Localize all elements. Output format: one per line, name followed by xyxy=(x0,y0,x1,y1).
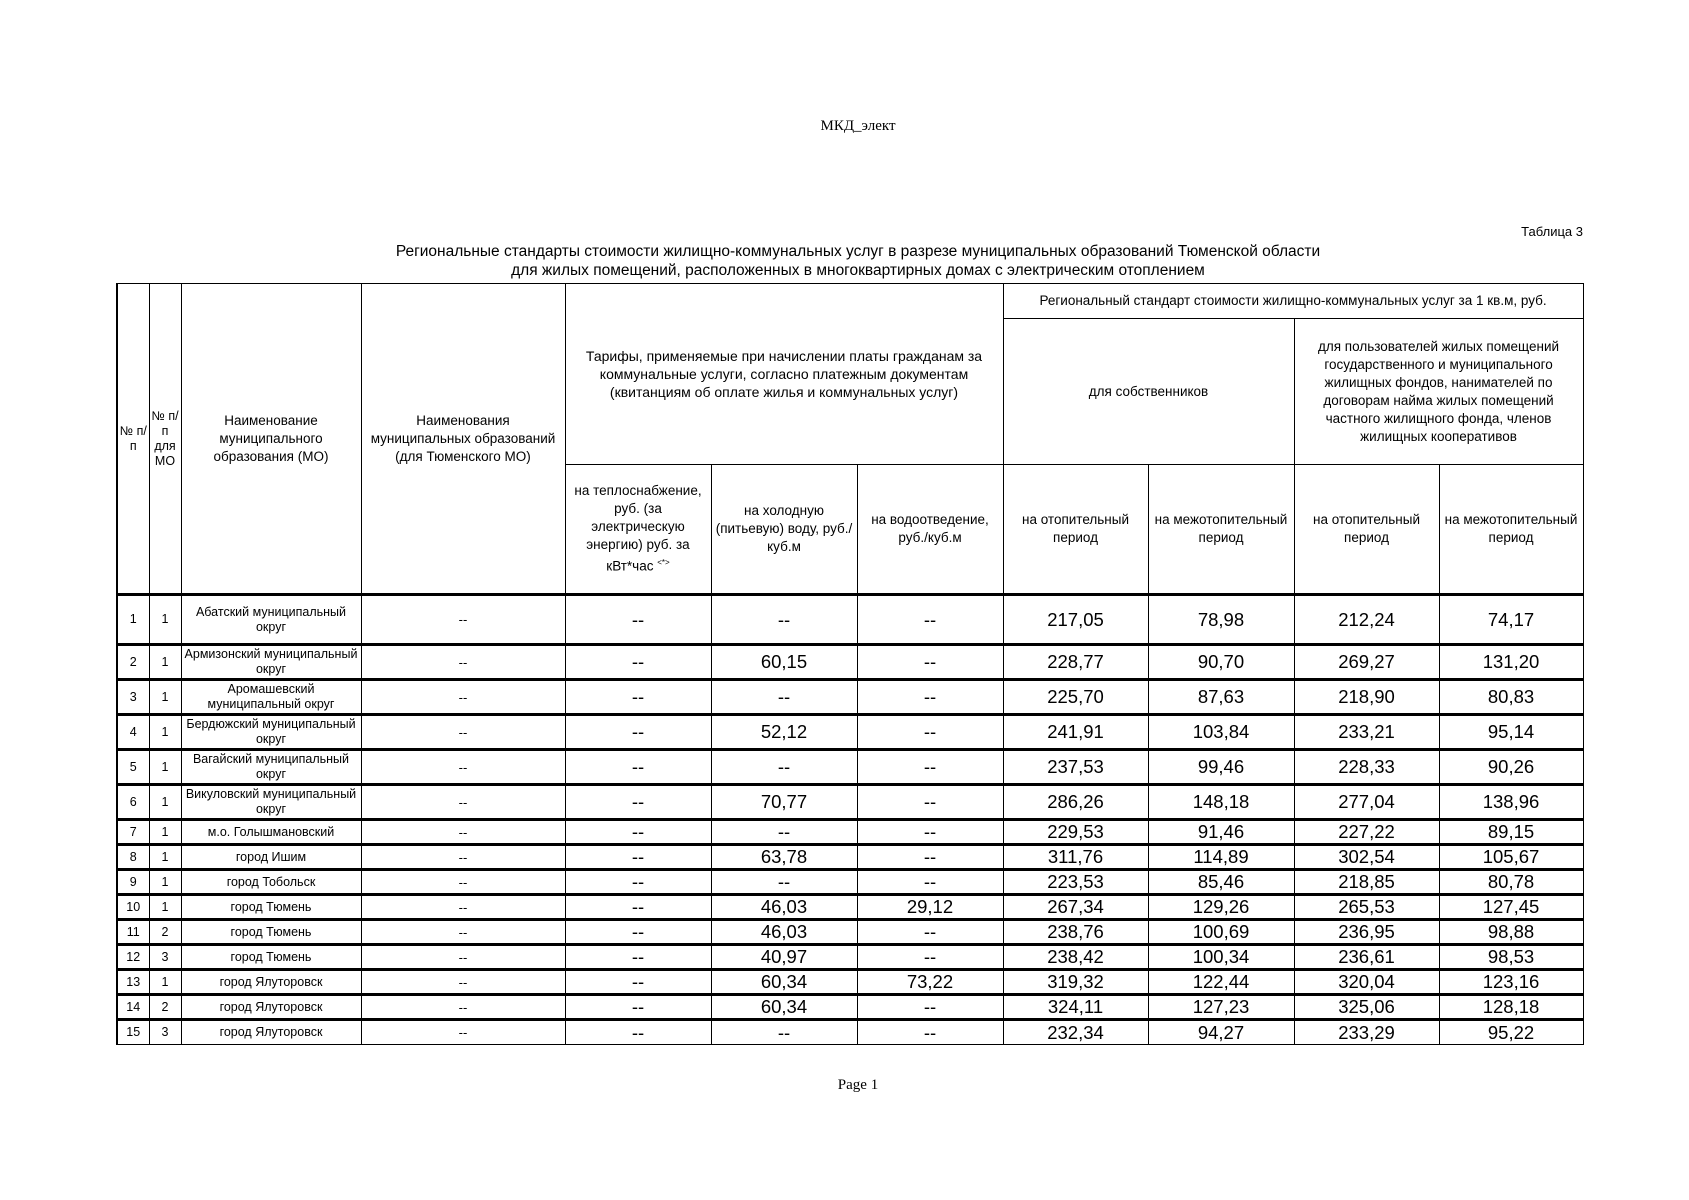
row-number-mo: 3 xyxy=(149,945,181,970)
row-cold-water-tariff: 46,03 xyxy=(711,895,857,920)
row-mo-name: город Тюмень xyxy=(181,895,361,920)
row-mo-name: город Тюмень xyxy=(181,920,361,945)
row-owners-heating: 241,91 xyxy=(1003,715,1148,750)
row-owners-non-heating: 129,26 xyxy=(1148,895,1294,920)
row-number: 2 xyxy=(117,645,149,680)
row-cold-water-tariff: 63,78 xyxy=(711,845,857,870)
table-row xyxy=(117,845,1583,870)
row-tenants-non-heating: 89,15 xyxy=(1439,820,1583,845)
row-owners-heating: 238,42 xyxy=(1003,945,1148,970)
row-drainage-tariff: -- xyxy=(857,1020,1003,1045)
row-number: 8 xyxy=(117,845,149,870)
col-tariffs-group: Тарифы, применяемые при начислении платы гражданам за коммунальные услуги, согласно платежным документам (квитанциям об оплате жилья и коммунальных услуг) xyxy=(565,284,1003,465)
row-drainage-tariff: -- xyxy=(857,870,1003,895)
row-owners-non-heating: 100,69 xyxy=(1148,920,1294,945)
page-number: Page 1 xyxy=(837,1077,879,1093)
row-tenants-heating: 233,29 xyxy=(1294,1020,1439,1045)
row-number-mo: 1 xyxy=(149,595,181,645)
col-drainage: на водоотведение, руб./куб.м xyxy=(857,465,1003,595)
table-row xyxy=(117,895,1583,920)
row-mo-subname: -- xyxy=(361,645,565,680)
row-mo-name: Армизонский муниципальный округ xyxy=(181,645,361,680)
row-mo-name: город Ишим xyxy=(181,845,361,870)
row-tenants-non-heating: 138,96 xyxy=(1439,785,1583,820)
row-heat-tariff: -- xyxy=(565,970,711,995)
row-drainage-tariff: -- xyxy=(857,995,1003,1020)
table-row xyxy=(117,870,1583,895)
row-heat-tariff: -- xyxy=(565,945,711,970)
table-number-label: Таблица 3 xyxy=(1521,224,1583,239)
row-mo-subname: -- xyxy=(361,785,565,820)
row-drainage-tariff: -- xyxy=(857,785,1003,820)
col-cold-water: на холодную (питьевую) воду, руб./куб.м xyxy=(711,465,857,595)
row-number: 5 xyxy=(117,750,149,785)
row-drainage-tariff: 73,22 xyxy=(857,970,1003,995)
footnote-mark: <*> xyxy=(657,558,670,568)
table-row xyxy=(117,970,1583,995)
table-row xyxy=(117,785,1583,820)
row-mo-name: Викуловский муниципальный округ xyxy=(181,785,361,820)
table-row xyxy=(117,680,1583,715)
row-tenants-non-heating: 123,16 xyxy=(1439,970,1583,995)
row-mo-subname: -- xyxy=(361,970,565,995)
row-cold-water-tariff: 52,12 xyxy=(711,715,857,750)
col-standard-group: Региональный стандарт стоимости жилищно-коммунальных услуг за 1 кв.м, руб. xyxy=(1003,284,1583,319)
row-number-mo: 1 xyxy=(149,715,181,750)
row-mo-name: м.о. Голышмановский xyxy=(181,820,361,845)
row-mo-subname: -- xyxy=(361,920,565,945)
document-title-line-2: для жилых помещений, расположенных в многоквартирных домах с электрическим отоплением xyxy=(511,262,1205,279)
row-drainage-tariff: 29,12 xyxy=(857,895,1003,920)
table-header xyxy=(117,284,1583,595)
row-tenants-heating: 265,53 xyxy=(1294,895,1439,920)
row-number: 14 xyxy=(117,995,149,1020)
row-tenants-non-heating: 128,18 xyxy=(1439,995,1583,1020)
row-tenants-heating: 277,04 xyxy=(1294,785,1439,820)
row-heat-tariff: -- xyxy=(565,870,711,895)
row-tenants-non-heating: 98,88 xyxy=(1439,920,1583,945)
row-owners-non-heating: 114,89 xyxy=(1148,845,1294,870)
col-owners-heating: на отопительный период xyxy=(1003,465,1148,595)
row-mo-subname: -- xyxy=(361,820,565,845)
row-tenants-heating: 320,04 xyxy=(1294,970,1439,995)
row-cold-water-tariff: 40,97 xyxy=(711,945,857,970)
row-owners-heating: 228,77 xyxy=(1003,645,1148,680)
row-owners-heating: 319,32 xyxy=(1003,970,1148,995)
row-owners-heating: 286,26 xyxy=(1003,785,1148,820)
document-title xyxy=(0,242,1689,280)
row-mo-name: Абатский муниципальный округ xyxy=(181,595,361,645)
row-owners-non-heating: 87,63 xyxy=(1148,680,1294,715)
file-name-header: МКД_элект xyxy=(820,118,896,134)
row-owners-non-heating: 122,44 xyxy=(1148,970,1294,995)
row-number-mo: 1 xyxy=(149,895,181,920)
row-drainage-tariff: -- xyxy=(857,845,1003,870)
row-tenants-heating: 228,33 xyxy=(1294,750,1439,785)
row-mo-subname: -- xyxy=(361,750,565,785)
row-number-mo: 2 xyxy=(149,995,181,1020)
row-drainage-tariff: -- xyxy=(857,680,1003,715)
table-row xyxy=(117,715,1583,750)
row-tenants-heating: 233,21 xyxy=(1294,715,1439,750)
row-drainage-tariff: -- xyxy=(857,820,1003,845)
row-owners-non-heating: 100,34 xyxy=(1148,945,1294,970)
col-tenants-group: для пользователей жилых помещений государственного и муниципального жилищных фондов, нанимателей по договорам найма жилых помещений частного жилищного фонда, членов жилищных кооперативов xyxy=(1294,319,1583,465)
row-owners-non-heating: 90,70 xyxy=(1148,645,1294,680)
row-number-mo: 1 xyxy=(149,680,181,715)
table-row xyxy=(117,595,1583,645)
row-owners-heating: 311,76 xyxy=(1003,845,1148,870)
row-mo-subname: -- xyxy=(361,1020,565,1045)
row-heat-tariff: -- xyxy=(565,820,711,845)
table-row xyxy=(117,995,1583,1020)
row-drainage-tariff: -- xyxy=(857,715,1003,750)
row-number: 10 xyxy=(117,895,149,920)
row-number: 9 xyxy=(117,870,149,895)
row-cold-water-tariff: -- xyxy=(711,595,857,645)
row-drainage-tariff: -- xyxy=(857,945,1003,970)
col-num-mo: № п/п для МО xyxy=(149,284,181,595)
row-owners-heating: 238,76 xyxy=(1003,920,1148,945)
row-heat-tariff: -- xyxy=(565,785,711,820)
row-cold-water-tariff: -- xyxy=(711,1020,857,1045)
row-tenants-non-heating: 95,22 xyxy=(1439,1020,1583,1045)
row-tenants-heating: 269,27 xyxy=(1294,645,1439,680)
col-mo-names-tyumen: Наименования муниципальных образований (для Тюменского МО) xyxy=(361,284,565,595)
row-drainage-tariff: -- xyxy=(857,645,1003,680)
row-mo-subname: -- xyxy=(361,945,565,970)
row-number-mo: 1 xyxy=(149,845,181,870)
row-owners-heating: 229,53 xyxy=(1003,820,1148,845)
row-tenants-heating: 227,22 xyxy=(1294,820,1439,845)
row-number-mo: 1 xyxy=(149,820,181,845)
row-heat-tariff: -- xyxy=(565,595,711,645)
row-number-mo: 2 xyxy=(149,920,181,945)
table-row xyxy=(117,820,1583,845)
row-tenants-non-heating: 74,17 xyxy=(1439,595,1583,645)
row-number-mo: 1 xyxy=(149,645,181,680)
col-owners-non-heating: на межотопительный период xyxy=(1148,465,1294,595)
row-tenants-heating: 236,95 xyxy=(1294,920,1439,945)
row-mo-name: Бердюжский муниципальный округ xyxy=(181,715,361,750)
row-number: 12 xyxy=(117,945,149,970)
row-owners-heating: 223,53 xyxy=(1003,870,1148,895)
row-cold-water-tariff: 46,03 xyxy=(711,920,857,945)
col-owners-group: для собственников xyxy=(1003,319,1294,465)
table-row xyxy=(117,920,1583,945)
row-owners-non-heating: 148,18 xyxy=(1148,785,1294,820)
row-mo-subname: -- xyxy=(361,595,565,645)
row-tenants-heating: 236,61 xyxy=(1294,945,1439,970)
row-number: 3 xyxy=(117,680,149,715)
col-num: № п/п xyxy=(117,284,149,595)
row-number-mo: 1 xyxy=(149,750,181,785)
row-cold-water-tariff: 70,77 xyxy=(711,785,857,820)
row-heat-tariff: -- xyxy=(565,995,711,1020)
row-number: 7 xyxy=(117,820,149,845)
row-drainage-tariff: -- xyxy=(857,750,1003,785)
row-mo-subname: -- xyxy=(361,845,565,870)
row-tenants-non-heating: 90,26 xyxy=(1439,750,1583,785)
row-drainage-tariff: -- xyxy=(857,595,1003,645)
row-number: 11 xyxy=(117,920,149,945)
row-cold-water-tariff: -- xyxy=(711,680,857,715)
row-number: 4 xyxy=(117,715,149,750)
table-row xyxy=(117,1020,1583,1045)
row-mo-name: Аромашевский муниципальный округ xyxy=(181,680,361,715)
row-heat-tariff: -- xyxy=(565,895,711,920)
col-tenants-non-heating: на межотопительный период xyxy=(1439,465,1583,595)
row-mo-subname: -- xyxy=(361,995,565,1020)
row-mo-name: город Ялуторовск xyxy=(181,1020,361,1045)
row-owners-heating: 225,70 xyxy=(1003,680,1148,715)
row-heat-tariff: -- xyxy=(565,1020,711,1045)
row-cold-water-tariff: 60,15 xyxy=(711,645,857,680)
row-cold-water-tariff: 60,34 xyxy=(711,970,857,995)
row-cold-water-tariff: -- xyxy=(711,750,857,785)
row-owners-non-heating: 127,23 xyxy=(1148,995,1294,1020)
row-number: 6 xyxy=(117,785,149,820)
row-heat-tariff: -- xyxy=(565,920,711,945)
row-mo-name: город Ялуторовск xyxy=(181,970,361,995)
row-owners-non-heating: 91,46 xyxy=(1148,820,1294,845)
col-heat: на теплоснабжение, руб. (за электрическую энергию) руб. за кВт*час <*> xyxy=(565,465,711,595)
row-tenants-heating: 212,24 xyxy=(1294,595,1439,645)
row-tenants-heating: 218,85 xyxy=(1294,870,1439,895)
table-body xyxy=(117,595,1583,1045)
row-number: 13 xyxy=(117,970,149,995)
row-owners-heating: 217,05 xyxy=(1003,595,1148,645)
table-row xyxy=(117,945,1583,970)
row-mo-name: город Тюмень xyxy=(181,945,361,970)
row-number: 15 xyxy=(117,1020,149,1045)
row-mo-name: город Ялуторовск xyxy=(181,995,361,1020)
row-tenants-non-heating: 127,45 xyxy=(1439,895,1583,920)
row-mo-subname: -- xyxy=(361,870,565,895)
row-tenants-non-heating: 105,67 xyxy=(1439,845,1583,870)
row-owners-non-heating: 78,98 xyxy=(1148,595,1294,645)
row-mo-subname: -- xyxy=(361,680,565,715)
row-heat-tariff: -- xyxy=(565,845,711,870)
row-tenants-non-heating: 95,14 xyxy=(1439,715,1583,750)
row-cold-water-tariff: -- xyxy=(711,870,857,895)
row-owners-non-heating: 103,84 xyxy=(1148,715,1294,750)
row-tenants-heating: 302,54 xyxy=(1294,845,1439,870)
row-owners-heating: 237,53 xyxy=(1003,750,1148,785)
document-title-line-1: Региональные стандарты стоимости жилищно-коммунальных услуг в разрезе муниципальных образований Тюменской области xyxy=(395,243,1321,260)
row-owners-non-heating: 85,46 xyxy=(1148,870,1294,895)
row-mo-subname: -- xyxy=(361,895,565,920)
row-tenants-non-heating: 80,83 xyxy=(1439,680,1583,715)
row-tenants-heating: 325,06 xyxy=(1294,995,1439,1020)
row-cold-water-tariff: 60,34 xyxy=(711,995,857,1020)
row-owners-heating: 232,34 xyxy=(1003,1020,1148,1045)
row-number-mo: 3 xyxy=(149,1020,181,1045)
row-number-mo: 1 xyxy=(149,870,181,895)
row-tenants-non-heating: 80,78 xyxy=(1439,870,1583,895)
row-heat-tariff: -- xyxy=(565,645,711,680)
col-tenants-heating: на отопительный период xyxy=(1294,465,1439,595)
row-owners-non-heating: 99,46 xyxy=(1148,750,1294,785)
standards-table xyxy=(116,283,1584,1045)
row-owners-heating: 267,34 xyxy=(1003,895,1148,920)
row-mo-name: Вагайский муниципальный округ xyxy=(181,750,361,785)
table-row xyxy=(117,750,1583,785)
row-number: 1 xyxy=(117,595,149,645)
row-heat-tariff: -- xyxy=(565,715,711,750)
row-heat-tariff: -- xyxy=(565,750,711,785)
row-drainage-tariff: -- xyxy=(857,920,1003,945)
row-tenants-non-heating: 98,53 xyxy=(1439,945,1583,970)
row-cold-water-tariff: -- xyxy=(711,820,857,845)
row-mo-name: город Тобольск xyxy=(181,870,361,895)
row-tenants-non-heating: 131,20 xyxy=(1439,645,1583,680)
row-mo-subname: -- xyxy=(361,715,565,750)
table-row xyxy=(117,645,1583,680)
row-owners-non-heating: 94,27 xyxy=(1148,1020,1294,1045)
row-tenants-heating: 218,90 xyxy=(1294,680,1439,715)
row-number-mo: 1 xyxy=(149,785,181,820)
row-heat-tariff: -- xyxy=(565,680,711,715)
row-number-mo: 1 xyxy=(149,970,181,995)
row-owners-heating: 324,11 xyxy=(1003,995,1148,1020)
col-mo-name: Наименование муниципального образования (МО) xyxy=(181,284,361,595)
